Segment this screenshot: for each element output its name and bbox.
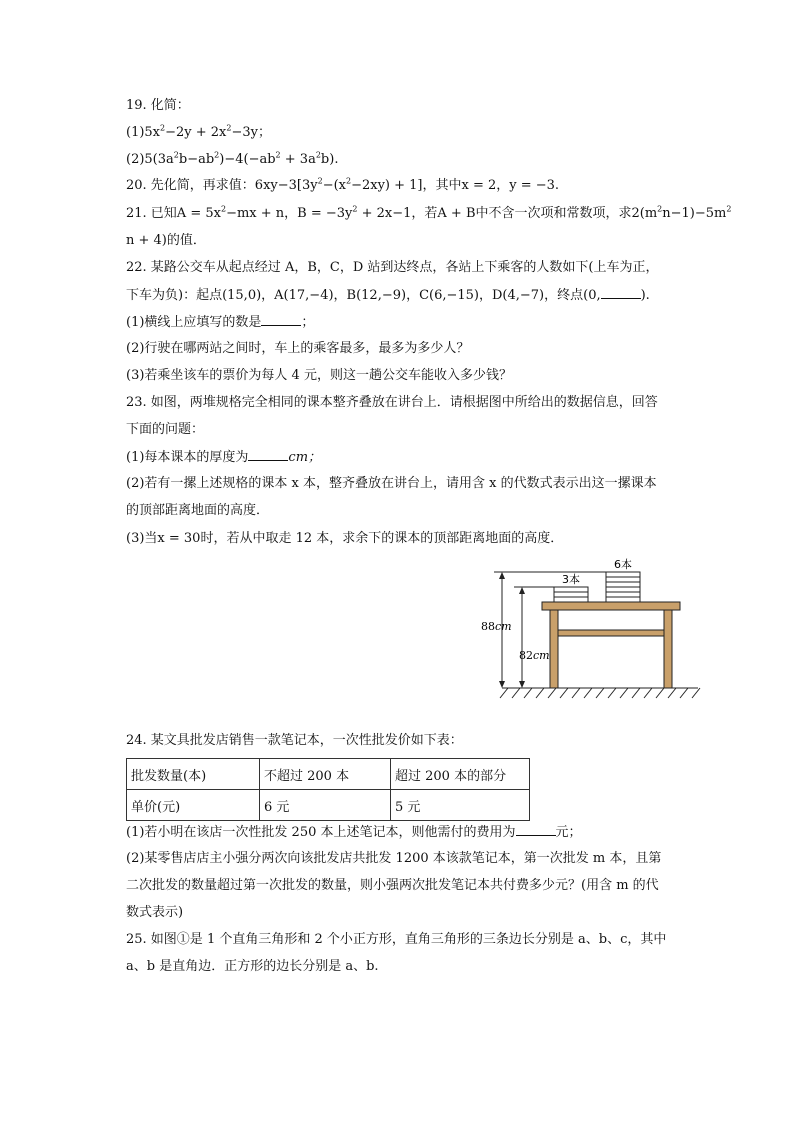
book-stack-3: [554, 587, 588, 602]
q25-line1: 25. 如图①是 1 个直角三角形和 2 个小正方形，直角三角形的三条边长分别是 a、b、c，其中: [126, 932, 667, 947]
desk-figure: [478, 556, 708, 706]
q19-part2: $(2)5(3a^2b-ab^2)-4(-ab^2 + 3a^2b)$.: [126, 150, 339, 167]
table-cell: 批发数量(本): [127, 759, 260, 790]
q24-sub2c: 数式表示): [126, 905, 184, 920]
table-cell: 单价(元): [127, 790, 260, 821]
table-cell: 5 元: [391, 790, 530, 821]
q24-sub2b: 二次批发的数量超过第一次批发的数量，则小强两次批发笔记本共付费多少元？(用含 m 的代: [126, 878, 659, 893]
book-stack-6: [606, 572, 640, 602]
label-82cm: 82cm: [519, 649, 550, 662]
q23-sub1: (1)每本课本的厚度为 cm；: [126, 450, 322, 465]
q24-title: 24. 某文具批发店销售一款笔记本，一次性批发价如下表：: [126, 733, 463, 748]
q23-sub2a: (2)若有一摞上述规格的课本 x 本，整齐叠放在讲台上，请用含 x 的代数式表示出这一摞课本: [126, 476, 657, 491]
q20: 20. 先化简，再求值：$6xy-3[3y^2-(x^2-2xy) + 1]$，其中x = 2，y = −3.: [126, 176, 560, 193]
table-cell: 6 元: [260, 790, 391, 821]
q22-line1: 22. 某路公交车从起点经过 A，B，C，D 站到达终点，各站上下乘客的人数如下(上车为正，: [126, 260, 659, 275]
q24-sub2a: (2)某零售店店主小强分两次向该批发店共批发 1200 本该款笔记本，第一次批发 m 本，且第: [126, 851, 662, 866]
q22-line2: 下车为负)：起点(15,0)，A(17,−4)，B(12,−9)，C(6,−15)，D(4,−7)，终点(0, ).: [126, 288, 650, 303]
q23-line1: 23. 如图，两堆规格完全相同的课本整齐叠放在讲台上．请根据图中所给出的数据信息，回答: [126, 395, 658, 410]
answer-blank[interactable]: [601, 286, 641, 299]
ground-hatch: [500, 688, 700, 698]
answer-blank[interactable]: [516, 823, 556, 836]
answer-blank[interactable]: [248, 448, 288, 461]
q19-part1: $(1)5x^2-2y + 2x^2-3y$；: [126, 123, 272, 140]
table-row: [127, 790, 530, 821]
q22-sub3: (3)若乘坐该车的票价为每人 4 元，则这一趟公交车能收入多少钱？: [126, 368, 512, 383]
answer-blank[interactable]: [261, 313, 301, 326]
price-table: [126, 758, 530, 821]
label-3-books: 3本: [562, 573, 580, 586]
q21-line2: n + 4)的值．: [126, 233, 206, 248]
q19-title: 19. 化简：: [126, 98, 190, 113]
q23-line2: 下面的问题：: [126, 422, 205, 437]
table-cell: 超过 200 本的部分: [391, 759, 530, 790]
desk: [542, 602, 680, 688]
q24-sub1: (1)若小明在该店一次性批发 250 本上述笔记本，则他需付的费用为 元；: [126, 825, 582, 840]
q25-line2: a、b 是直角边．正方形的边长分别是 a、b.: [126, 959, 379, 974]
label-6-books: 6本: [614, 558, 632, 571]
table-cell: 不超过 200 本: [260, 759, 391, 790]
q23-sub3: (3)当x = 30时，若从中取走 12 本，求余下的课本的顶部距离地面的高度．: [126, 531, 564, 546]
table-row: [127, 759, 530, 790]
q23-sub2b: 的顶部距离地面的高度．: [126, 503, 270, 518]
q22-sub2: (2)行驶在哪两站之间时，车上的乘客最多，最多为多少人？: [126, 341, 470, 356]
q21-line1: 21. 已知$A = 5x^2-mx + n$，$B = -3y^2 + 2x-1$，若A + B中不含一次项和常数项，求$2(m^2n-1)-5m^2$: [126, 204, 732, 221]
label-88cm: 88cm: [481, 620, 512, 633]
q22-sub1: (1)横线上应填写的数是 ；: [126, 315, 315, 330]
